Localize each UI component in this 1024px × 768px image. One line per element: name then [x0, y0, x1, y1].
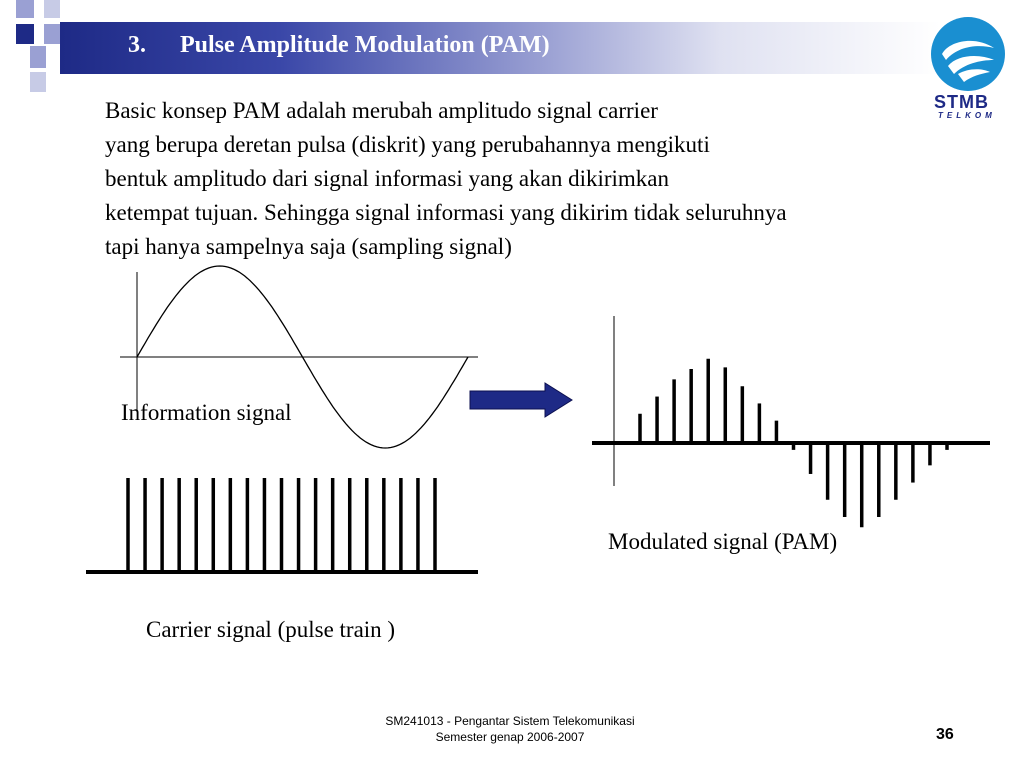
body-line: Basic konsep PAM adalah merubah amplitudo signal carrier	[105, 98, 658, 123]
body-line: tapi hanya sampelnya saja (sampling signal)	[105, 234, 512, 259]
logo-subtitle: TELKOM	[938, 111, 996, 120]
carrier-signal-caption: Carrier signal (pulse train )	[146, 617, 396, 642]
carrier-pulse-train	[128, 478, 435, 572]
title-text: Pulse Amplitude Modulation (PAM)	[180, 32, 550, 58]
information-signal-axes	[120, 272, 478, 410]
title-number: 3.	[128, 32, 146, 58]
modulated-signal-caption: Modulated signal (PAM)	[608, 529, 838, 554]
arrow-right-icon	[470, 383, 572, 417]
body-line: ketempat tujuan. Sehingga signal informasi yang dikirim tidak seluruhnya	[105, 200, 787, 225]
footer-semester: Semester genap 2006-2007	[435, 730, 585, 744]
body-line: bentuk amplitudo dari signal informasi yang akan dikirimkan	[105, 166, 670, 191]
logo-name: STMB	[934, 92, 989, 112]
information-signal-caption: Information signal	[121, 400, 292, 425]
body-line: yang berupa deretan pulsa (diskrit) yang perubahannya mengikuti	[105, 132, 710, 157]
page-number: 36	[936, 726, 954, 743]
footer-course: SM241013 - Pengantar Sistem Telekomunikasi	[385, 714, 635, 728]
footer	[340, 713, 680, 745]
